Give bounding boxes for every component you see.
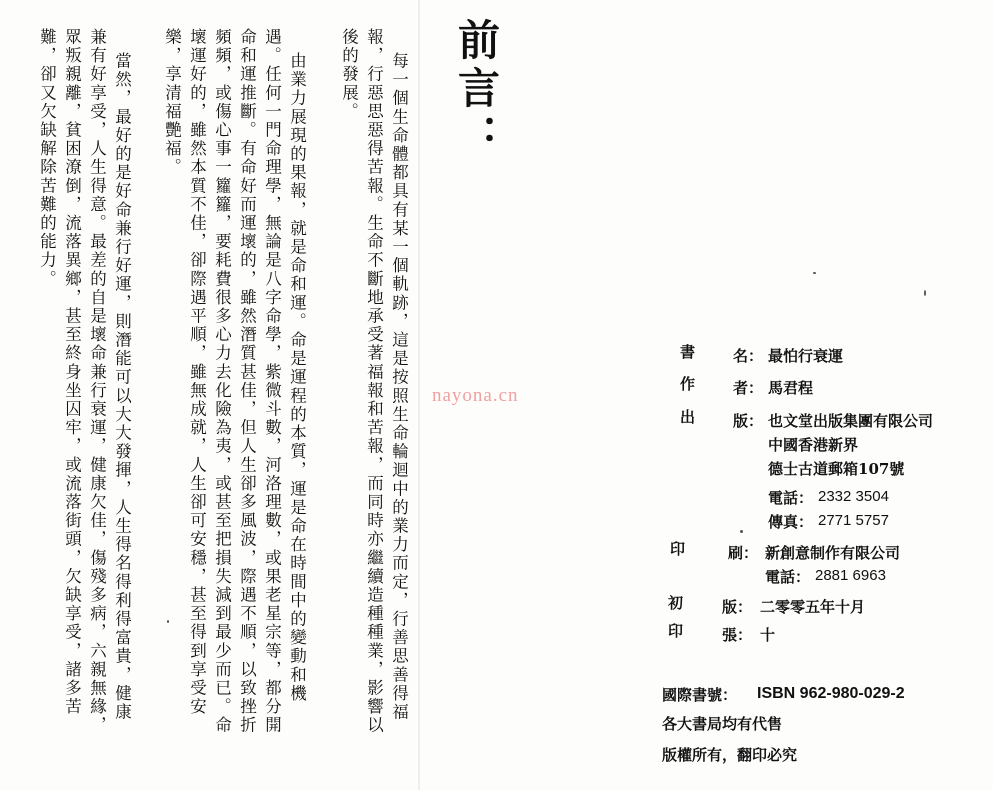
text-column-7: 頻頻，或傷心事一籮籮，要耗費很多心力去化險為夷，或甚至把損失減到最少而已。命 <box>212 28 232 735</box>
scan-speck <box>740 530 743 533</box>
text-column-4: 由業力展現的果報，就是命和運。命是運程的本質，運是命在時間中的變動和機 <box>287 52 307 703</box>
text-column-2: 報，行惡思惡得苦報。生命不斷地承受著福報和苦報，而同時亦繼續造種種業，影響以 <box>364 28 384 735</box>
label-sheets-2: 張： <box>722 626 753 644</box>
text-column-6: 命和運推斷。有命好而運壞的，雖然潛質甚佳，但人生卻多風波，際遇不順，以致挫折 <box>237 28 257 735</box>
text-column-9: 樂，享清福艷福。 <box>162 28 182 177</box>
publisher-tel-label: 電話： <box>768 489 814 507</box>
isbn-value: ISBN 962-980-029-2 <box>757 685 905 702</box>
text-column-1: 每一個生命體都具有某一個軌跡，這是按照生命輪迴中的業力而定，行善思善得福 <box>389 52 409 722</box>
printer-tel-label: 電話： <box>765 568 811 586</box>
scan-speck <box>813 272 816 274</box>
label-author: 作 <box>680 375 696 393</box>
text-column-10: 當然，最好的是好命兼行好運，則潛能可以大大發揮，人生得名得利得富貴，健康 <box>112 52 132 722</box>
publisher-fax-label: 傳真： <box>768 513 814 531</box>
publisher-tel: 2332 3504 <box>818 488 889 505</box>
edition-value: 二零零五年十月 <box>760 598 866 616</box>
label-edition-2: 版： <box>722 598 753 616</box>
printer-tel: 2881 6963 <box>815 567 886 584</box>
publisher-address-2: 德士古道郵箱107號 <box>768 460 905 478</box>
scan-speck <box>924 290 926 296</box>
publisher-name: 也文堂出版集團有限公司 <box>768 412 934 430</box>
text-column-12: 眾叛親離，貧困潦倒，流落異鄉，甚至終身坐囚牢，或流落街頭，欠缺享受，諸多苦 <box>62 28 82 717</box>
text-column-11: 兼有好享受，人生得意。最差的自是壞命兼行衰運，健康欠佳，傷殘多病，六親無緣， <box>87 28 107 735</box>
label-publisher: 出 <box>680 408 696 426</box>
label-author-2: 者： <box>733 379 764 397</box>
label-publisher-2: 版： <box>733 412 764 430</box>
sheets-value: 十 <box>760 626 776 644</box>
book-title-value: 最怕行衰運 <box>768 347 844 365</box>
text-column-8: 壞運好的，雖然本質不佳，卻際遇平順，雖無成就，人生卻可安穩，甚至得到享受安 <box>187 28 207 717</box>
label-book: 書 <box>680 343 696 361</box>
sales-note: 各大書局均有代售 <box>662 715 783 733</box>
publisher-address-1: 中國香港新界 <box>768 436 859 454</box>
printer-name: 新創意制作有限公司 <box>765 544 901 562</box>
text-column-5: 遇。任何一門命理學，無論是八字命學，紫微斗數，河洛理數，或果老星宗等，都分開 <box>262 28 282 735</box>
page-gutter <box>418 0 420 790</box>
label-sheets: 印 <box>668 622 684 640</box>
text-column-3: 後的發展。 <box>339 28 359 121</box>
publisher-fax: 2771 5757 <box>818 512 889 529</box>
scan-speck <box>167 620 169 623</box>
isbn-label: 國際書號： <box>662 686 738 704</box>
text-column-13: 難，卻又欠缺解除苦難的能力。 <box>37 28 57 289</box>
watermark-text: nayona.cn <box>432 385 519 406</box>
label-printer-2: 刷： <box>728 544 759 562</box>
label-printer: 印 <box>670 540 686 558</box>
label-edition: 初 <box>668 594 684 612</box>
preface-title: 前言： <box>452 18 501 162</box>
label-book-2: 名： <box>733 347 764 365</box>
copyright-note: 版權所有，翻印必究 <box>662 746 798 764</box>
author-value: 馬君程 <box>768 379 814 397</box>
